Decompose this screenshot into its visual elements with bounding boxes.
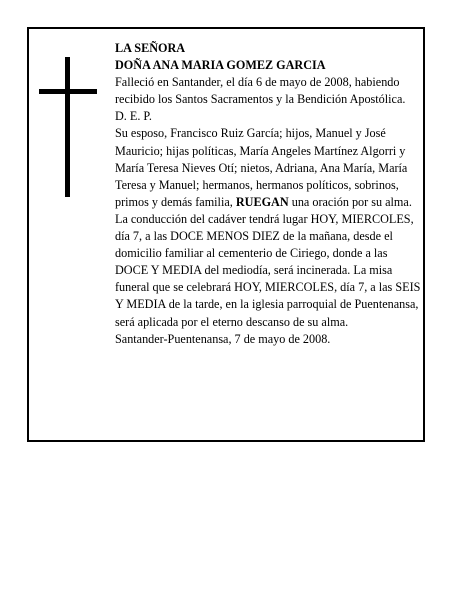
notice-body <box>115 40 421 348</box>
family-text: Su esposo, Francisco Ruiz García; hijos, Manuel y José Mauricio; hijas políticas, María Angeles Martínez Algorri y María Teresa Nieves Otí; nietos, Adriana, Ana María, María Teresa y Manuel; hermanos, hermanos políticos, sobrinos, primos y demás familia, <box>115 126 408 209</box>
title-line-1: LA SEÑORA <box>115 41 186 55</box>
obituary-notice <box>27 27 425 442</box>
cross-vertical-bar <box>65 57 70 197</box>
prayer-and-funeral-text: una oración por su alma. La conducción del cadáver tendrá lugar HOY, MIERCOLES, día 7, a las DOCE MENOS DIEZ de la mañana, desde el domicilio familiar al cementerio de Ciriego, donde a las DOCE Y MEDIA del mediodía, será incinerada. La misa funeral que se celebrará HOY, MIERCOLES, día 7, a las SEIS Y MEDIA de la tarde, en la iglesia parroquial de Puentenansa, será aplicada por el eterno descanso de su alma. <box>115 194 421 329</box>
cross-horizontal-bar <box>39 89 97 94</box>
place-and-date: Santander-Puentenansa, 7 de mayo de 2008. <box>115 331 331 346</box>
rip-abbreviation: D. E. P. <box>115 109 152 124</box>
deceased-name: DOÑA ANA MARIA GOMEZ GARCIA <box>115 58 326 73</box>
ruegan-word: RUEGAN <box>235 194 289 209</box>
cross-icon <box>39 57 97 197</box>
death-announcement: Falleció en Santander, el día 6 de mayo de 2008, habiendo recibido los Santos Sacramentos y la Bendición Apostólica. <box>115 75 406 107</box>
family-paragraph <box>115 125 421 330</box>
